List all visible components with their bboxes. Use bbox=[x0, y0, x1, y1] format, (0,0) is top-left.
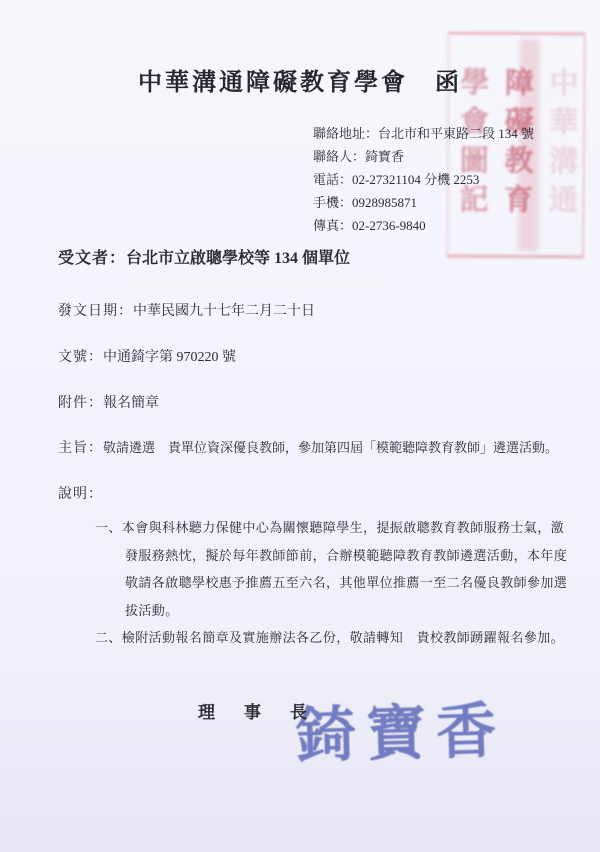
explanation-line: 拔活動。 bbox=[125, 602, 179, 618]
explanation-label: 說明： bbox=[58, 487, 103, 502]
attachment-value: 報名簡章 bbox=[103, 396, 159, 411]
doc-number-field bbox=[58, 346, 236, 366]
seal-column: 中華溝通 bbox=[544, 67, 578, 224]
explanation-item-2 bbox=[95, 624, 564, 652]
explanation-line: 一、本會與科林聽力保健中心為關懷聽障學生，提振啟聰教育教師服務士氣，激 bbox=[95, 520, 565, 535]
subject-field bbox=[58, 437, 558, 457]
issue-date-field bbox=[58, 300, 315, 320]
contact-person: 聯絡人：錡寶香 bbox=[313, 149, 405, 164]
recipient-label: 受文者： bbox=[58, 250, 127, 267]
subject-label: 主旨： bbox=[58, 441, 103, 456]
doc-number-value: 中通錡字第 970220 號 bbox=[103, 350, 236, 365]
explanation-line: 二、檢附活動報名簡章及實施辦法各乙份，敬請轉知 貴校教師踴躍報名參加。 bbox=[95, 630, 565, 645]
recipient-field bbox=[58, 245, 350, 268]
chairman-signature: 錡寶香 bbox=[295, 698, 507, 770]
seal-column: 學會圖記 bbox=[455, 66, 489, 223]
explanation-header bbox=[58, 483, 103, 503]
seal-column: 障礙教育 bbox=[499, 66, 534, 224]
contact-info-block bbox=[313, 122, 534, 237]
subject-value: 敬請遴選 貴單位資深優良教師，參加第四屆「模範聽障教育教師」遴選活動。 bbox=[103, 440, 559, 455]
issue-date-value: 中華民國九十七年二月二十日 bbox=[133, 304, 315, 319]
attachment-field bbox=[58, 392, 159, 412]
chairman-title: 理 事 長 bbox=[198, 703, 313, 722]
contact-fax: 傳真：02-2736-9840 bbox=[313, 218, 426, 233]
doc-number-label: 文號： bbox=[58, 350, 103, 365]
explanation-item-1 bbox=[95, 514, 567, 624]
explanation-line: 發服務熱忱，擬於每年教師節前，合辦模範聽障教育教師遴選活動，本年度 bbox=[125, 547, 568, 563]
contact-mobile: 手機：0928985871 bbox=[313, 195, 418, 210]
explanation-line: 敬請各啟聰學校惠予推薦五至六名，其他單位推薦一至二名優良教師參加選 bbox=[125, 575, 568, 590]
letter-title: 中華溝通障礙教育學會 函 bbox=[138, 70, 462, 96]
contact-phone: 電話：02-27321104 分機 2253 bbox=[313, 172, 480, 187]
attachment-label: 附件： bbox=[58, 396, 103, 411]
issue-date-label: 發文日期： bbox=[58, 304, 133, 319]
contact-address: 聯絡地址：台北市和平東路二段 134 號 bbox=[313, 126, 535, 141]
recipient-value: 台北市立啟聰學校等 134 個單位 bbox=[126, 250, 351, 267]
